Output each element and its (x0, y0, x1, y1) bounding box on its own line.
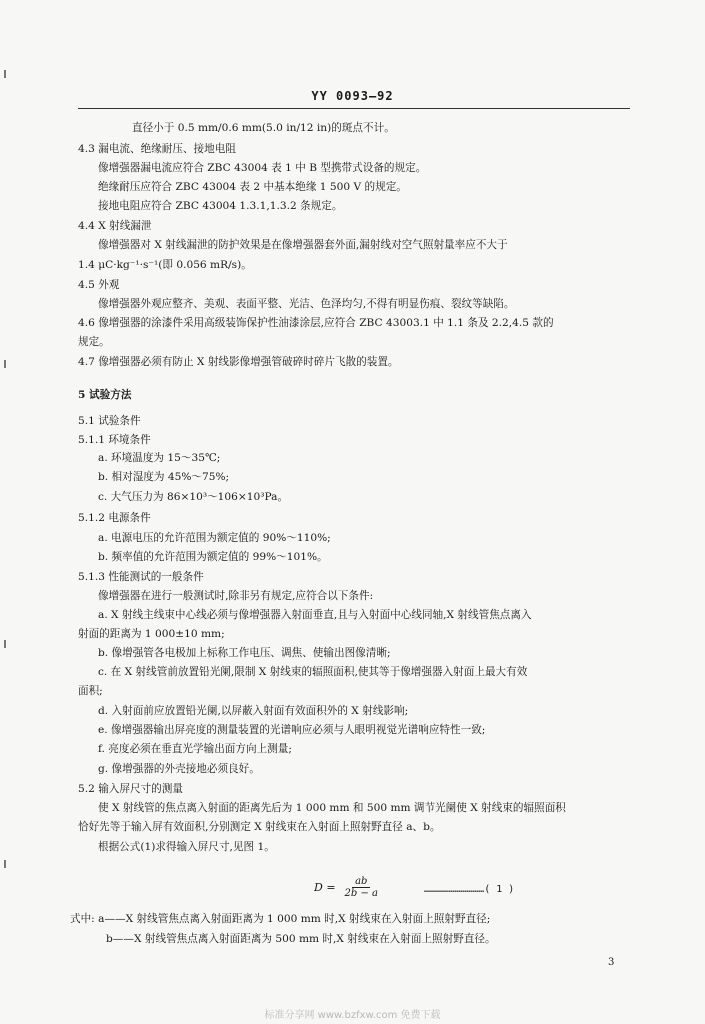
formula-fraction (342, 876, 381, 899)
formula-number (424, 884, 514, 895)
formula-label: ( 1 ) (484, 884, 515, 895)
text-line: 像增强器在进行一般测试时,除非另有规定,应符合以下条件: (98, 590, 374, 602)
list-item: b. 相对湿度为 45%～75%; (98, 471, 230, 483)
page-edge-mark (4, 860, 6, 868)
section-heading: 4.3 漏电流、绝缘耐压、接地电阻 (78, 143, 236, 155)
list-item: b. 像增强管各电极加上标称工作电压、调焦、使输出图像清晰; (98, 647, 391, 659)
chapter-heading: 5 试验方法 (78, 389, 132, 401)
text-line: 像增强器漏电流应符合 ZBC 43004 表 1 中 B 型携带式设备的规定。 (98, 162, 427, 174)
list-item: a. X 射线主线束中心线必须与像增强器入射面垂直,且与入射面中心线同轴,X 射线管焦点离入 (98, 609, 532, 621)
text-line: 面积; (78, 685, 103, 697)
header-rule (78, 108, 630, 109)
list-item: c. 大气压力为 86×10³～106×10³Pa。 (98, 491, 289, 503)
formula-lhs: D = (314, 881, 336, 894)
formula-denominator: 2b − a (344, 888, 379, 899)
variable-definition: 式中: a——X 射线管焦点离入射面距离为 1 000 mm 时,X 射线束在入射面上照射野直径; (70, 913, 491, 925)
text-line: 像增强器外观应整齐、美观、表面平整、光洁、色泽均匀,不得有明显伤痕、裂纹等缺陷。 (98, 298, 515, 310)
text-line: 绝缘耐压应符合 ZBC 43004 表 2 中基本绝缘 1 500 V 的规定。 (98, 181, 407, 193)
text-line: 使 X 射线管的焦点离入射面的距离先后为 1 000 mm 和 500 mm 调节光阑使 X 射线束的辐照面积 (98, 802, 566, 814)
section-heading: 4.4 X 射线漏泄 (78, 220, 152, 232)
text-line: 4.7 像增强器必须有防止 X 射线影像增强管破碎时碎片飞散的装置。 (78, 356, 399, 368)
text-line: 接地电阻应符合 ZBC 43004 1.3.1,1.3.2 条规定。 (98, 200, 343, 212)
list-item: c. 在 X 射线管前放置铅光阑,限制 X 射线束的辐照面积,使其等于像增强器入射面上最大有效 (98, 666, 528, 678)
formula-leader-dots: ………………………… (424, 884, 485, 895)
section-heading: 5.2 输入屏尺寸的测量 (78, 783, 183, 795)
list-item: a. 环境温度为 15～35℃; (98, 452, 221, 464)
list-item: d. 入射面前应放置铅光阑,以屏蔽入射面有效面积外的 X 射线影响; (98, 705, 409, 717)
text-line: 直径小于 0.5 mm/0.6 mm(5.0 in/12 in)的斑点不计。 (132, 122, 395, 134)
page-number: 3 (608, 957, 615, 968)
list-item: g. 像增强器的外壳接地必须良好。 (98, 763, 260, 775)
section-heading: 5.1 试验条件 (78, 415, 141, 427)
text-line: 恰好先等于输入屏有效面积,分别测定 X 射线束在入射面上照射野直径 a、b。 (78, 821, 441, 833)
text-line: 规定。 (78, 336, 110, 348)
section-heading: 5.1.2 电源条件 (78, 512, 151, 524)
text-line: 1.4 μC·kg⁻¹·s⁻¹(即 0.056 mR/s)。 (78, 259, 252, 271)
text-line: 射面的距离为 1 000±10 mm; (78, 628, 225, 640)
formula-numerator: ab (352, 876, 370, 888)
section-heading: 5.1.3 性能测试的一般条件 (78, 571, 204, 583)
list-item: b. 频率值的允许范围为额定值的 99%～101%。 (98, 551, 328, 563)
list-item: a. 电源电压的允许范围为额定值的 90%～110%; (98, 532, 331, 544)
list-item: e. 像增强器输出屏亮度的测量装置的光谱响应必须与人眼明视觉光谱响应特性一致; (98, 724, 486, 736)
text-line: 4.6 像增强器的涂漆件采用高级装饰保护性油漆涂层,应符合 ZBC 43003.1 中 1.1 条及 2.2,4.5 款的 (78, 317, 554, 329)
variable-definition: b——X 射线管焦点离入射面距离为 500 mm 时,X 射线束在入射面上照射野直径。 (106, 933, 496, 945)
page-edge-mark (4, 360, 6, 368)
watermark-footer: 标准分享网 www.bzfxw.com 免费下载 (264, 1010, 441, 1021)
text-line: 像增强器对 X 射线漏泄的防护效果是在像增强器套外面,漏射线对空气照射量率应不大于 (98, 239, 508, 251)
formula-1 (314, 876, 381, 899)
text-line: 根据公式(1)求得输入屏尺寸,见图 1。 (98, 841, 275, 853)
standard-code-header: YY 0093—92 (311, 89, 394, 103)
section-heading: 4.5 外观 (78, 279, 120, 291)
page-edge-mark (4, 640, 6, 648)
section-heading: 5.1.1 环境条件 (78, 434, 151, 446)
page-edge-mark (4, 70, 6, 78)
list-item: f. 亮度必须在垂直光学输出面方向上测量; (98, 743, 292, 755)
